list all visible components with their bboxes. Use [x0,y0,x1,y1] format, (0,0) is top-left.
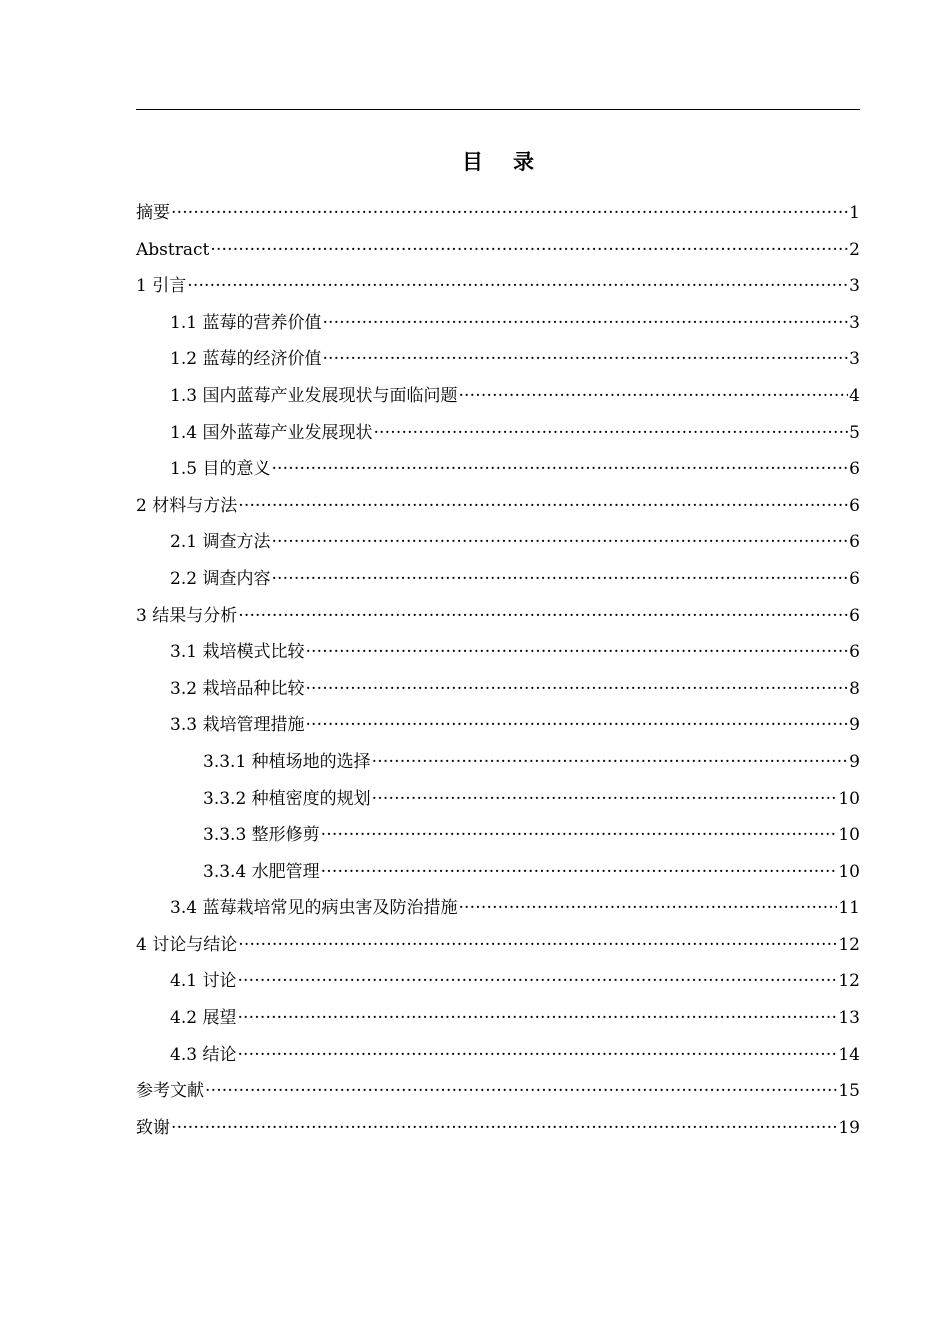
toc-entry-3-2[interactable] [136,674,860,711]
toc-entry-4-3[interactable] [136,1040,860,1077]
toc-entry-1-3[interactable] [136,381,860,418]
toc-entry-label: 3.4 蓝莓栽培常见的病虫害及防治措施 [170,898,458,919]
toc-dot-leader [372,747,849,767]
toc-entry-label: 1 引言 [136,276,187,297]
toc-entry-page: 6 [849,605,860,626]
toc-entry-page: 5 [849,422,860,443]
toc-entry-page: 6 [849,532,860,553]
toc-entry-abstract-en[interactable] [136,235,860,272]
toc-entry-label: 4.3 结论 [170,1044,237,1065]
toc-entry-label: 4.1 讨论 [170,971,237,992]
toc-dot-leader [171,1113,837,1133]
toc-dot-leader [237,1040,837,1060]
toc-title-part1: 目 [462,149,483,174]
toc-entry-3-3-2[interactable] [136,784,860,821]
toc-entry-label: 2.1 调查方法 [170,532,271,553]
toc-entry-abstract-cn[interactable] [136,198,860,235]
toc-entry-3-3-1[interactable] [136,747,860,784]
toc-entry-page: 13 [838,1008,860,1029]
toc-dot-leader [271,564,848,584]
toc-dot-leader [171,198,848,218]
toc-entry-page: 19 [838,1117,860,1138]
toc-entry-label: 4.2 展望 [170,1008,237,1029]
toc-title [136,146,860,176]
toc-entry-4-1[interactable] [136,966,860,1003]
toc-entry-label: 摘要 [136,203,170,223]
toc-entry-1[interactable] [136,271,860,308]
toc-entry-page: 4 [849,385,860,406]
toc-dot-leader [321,857,838,877]
toc-entry-label: 1.5 目的意义 [170,459,271,480]
toc-entry-label: 3.3 栽培管理措施 [170,715,305,736]
toc-dot-leader [322,344,848,364]
toc-dot-leader [305,674,848,694]
toc-dot-leader [237,1003,837,1023]
toc-entry-2-2[interactable] [136,564,860,601]
toc-entry-page: 1 [849,203,860,223]
toc-entry-label: 3.3.2 种植密度的规划 [203,788,371,809]
toc-dot-leader [271,527,848,547]
toc-entry-page: 11 [838,898,860,919]
toc-entry-page: 15 [838,1081,860,1102]
toc-dot-leader [372,784,838,804]
toc-entry-4[interactable] [136,930,860,967]
toc-dot-leader [305,710,848,730]
toc-dot-leader [458,893,837,913]
toc-entry-page: 12 [838,971,860,992]
toc-entry-label: 2 材料与方法 [136,495,238,516]
toc-dot-leader [322,308,848,328]
toc-dot-leader [187,271,848,291]
toc-entry-2[interactable] [136,491,860,528]
toc-entry-2-1[interactable] [136,527,860,564]
toc-entry-label: 致谢 [136,1117,170,1138]
toc-entry-acknowledgements[interactable] [136,1113,860,1150]
toc-entry-page: 6 [849,495,860,516]
toc-entry-4-2[interactable] [136,1003,860,1040]
toc-entry-label: 4 讨论与结论 [136,934,238,955]
toc-entry-label: 3.1 栽培模式比较 [170,642,305,663]
toc-entry-page: 14 [838,1044,860,1065]
toc-dot-leader [305,637,848,657]
toc-dot-leader [458,381,848,401]
toc-dot-leader [237,966,837,986]
toc-entry-3-1[interactable] [136,637,860,674]
toc-entry-label: 1.4 国外蓝莓产业发展现状 [170,422,373,443]
toc-list [136,198,860,1149]
toc-entry-page: 10 [838,788,860,809]
toc-entry-3-3-4[interactable] [136,857,860,894]
toc-dot-leader [238,601,848,621]
toc-entry-label: 1.1 蓝莓的营养价值 [170,312,322,333]
toc-entry-3-3-3[interactable] [136,820,860,857]
toc-entry-page: 8 [849,678,860,699]
toc-entry-label: 3.2 栽培品种比较 [170,678,305,699]
toc-entry-page: 3 [849,349,860,370]
toc-entry-1-5[interactable] [136,454,860,491]
toc-entry-3[interactable] [136,601,860,638]
toc-entry-1-2[interactable] [136,344,860,381]
toc-entry-label: 2.2 调查内容 [170,568,271,589]
toc-entry-3-4[interactable] [136,893,860,930]
toc-entry-page: 3 [849,276,860,297]
toc-entry-page: 10 [838,861,860,882]
toc-dot-leader [210,235,848,255]
toc-entry-page: 10 [838,825,860,846]
toc-entry-page: 2 [849,239,860,260]
toc-entry-1-1[interactable] [136,308,860,345]
toc-entry-3-3[interactable] [136,710,860,747]
toc-dot-leader [238,491,848,511]
toc-entry-1-4[interactable] [136,418,860,455]
toc-dot-leader [238,930,837,950]
toc-entry-page: 6 [849,459,860,480]
toc-entry-page: 9 [849,715,860,736]
toc-entry-label: 3.3.4 水肥管理 [203,861,320,882]
toc-dot-leader [271,454,848,474]
header-rule [136,109,860,110]
toc-entry-label: 3.3.1 种植场地的选择 [203,751,371,772]
toc-entry-references[interactable] [136,1076,860,1113]
toc-entry-label: 3 结果与分析 [136,605,238,626]
toc-entry-page: 9 [849,751,860,772]
toc-dot-leader [321,820,838,840]
toc-entry-page: 6 [849,642,860,663]
toc-entry-page: 12 [838,934,860,955]
toc-entry-label: 3.3.3 整形修剪 [203,825,320,846]
toc-entry-label: 参考文献 [136,1081,204,1102]
toc-entry-page: 3 [849,312,860,333]
toc-dot-leader [205,1076,837,1096]
toc-title-part2: 录 [513,149,534,174]
toc-entry-label: 1.2 蓝莓的经济价值 [170,349,322,370]
toc-entry-label: Abstract [136,239,210,260]
toc-entry-label: 1.3 国内蓝莓产业发展现状与面临问题 [170,385,458,406]
toc-dot-leader [373,418,848,438]
toc-entry-page: 6 [849,568,860,589]
